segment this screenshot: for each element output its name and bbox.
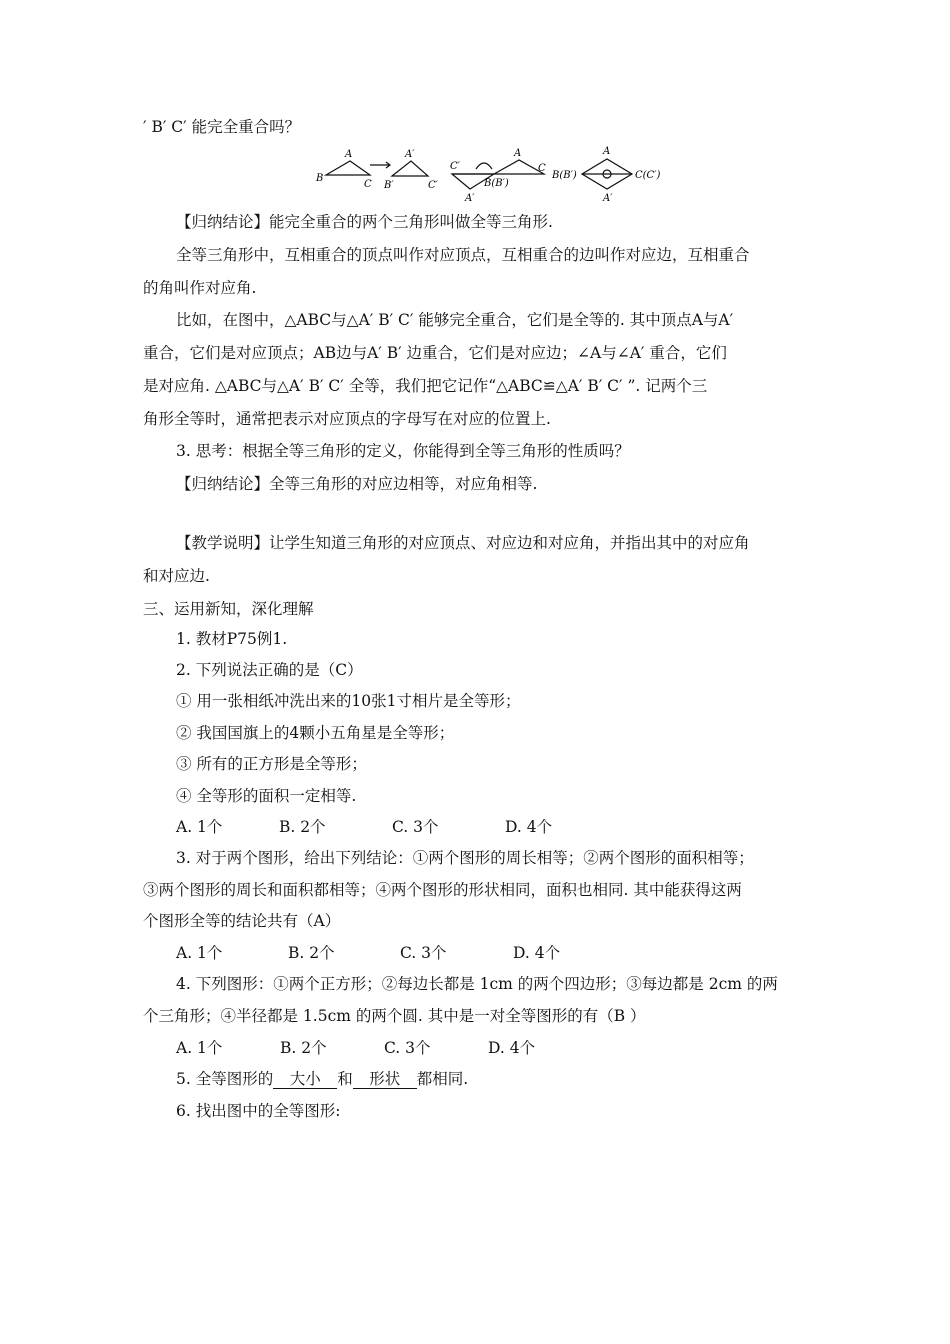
statement-line: ① 用一张相纸冲洗出来的10张1寸相片是全等形；: [176, 692, 521, 710]
question-line: 4. 下列图形：①两个正方形；②每边长都是 1cm 的两个四边形；③每边都是 2cm 的两: [176, 975, 778, 993]
label-a5: A′: [603, 193, 613, 204]
conclusion-line: 【归纳结论】全等三角形的对应边相等，对应角相等.: [176, 475, 538, 493]
label-c3: C: [538, 163, 546, 174]
question-line: 6. 找出图中的全等图形:: [176, 1102, 341, 1120]
question-line: 3. 思考：根据全等三角形的定义，你能得到全等三角形的性质吗？: [176, 442, 630, 460]
label-c: C: [364, 179, 372, 190]
label-a3: A′: [465, 193, 475, 204]
option: B. 2个: [288, 944, 335, 962]
options-row-q2: [176, 817, 552, 837]
text-line: 个图形全等的结论共有（A）: [143, 912, 341, 930]
option: B. 2个: [279, 818, 326, 836]
text-line: 比如，在图中，△ABC与△A′ B′ C′ 能够完全重合，它们是全等的. 其中顶点A与A′: [176, 311, 734, 329]
answer-blank: 形状: [353, 1070, 417, 1089]
question-prefix: 5. 全等图形的: [176, 1070, 274, 1088]
option: C. 3个: [400, 944, 447, 962]
label-c4: C(C′): [635, 170, 661, 181]
statement-line: ④ 全等形的面积一定相等.: [176, 787, 357, 805]
text-line: 个三角形；④半径都是 1.5cm 的两个圆. 其中是一对全等图形的有（B ）: [143, 1007, 646, 1025]
text-line: 全等三角形中，互相重合的顶点叫作对应顶点，互相重合的边叫作对应边，互相重合: [176, 246, 750, 264]
answer-blank: 大小: [273, 1070, 337, 1089]
label-b1: B′: [384, 180, 394, 191]
section-heading: 三、运用新知，深化理解: [143, 600, 314, 618]
label-a: A: [345, 149, 353, 160]
triangle-overlap-figure: [312, 143, 682, 205]
option: D. 4个: [513, 944, 561, 962]
question-line: 3. 对于两个图形，给出下列结论：①两个图形的周长相等；②两个图形的面积相等；: [176, 849, 754, 867]
teaching-note-line: 【教学说明】让学生知道三角形的对应顶点、对应边和对应角，并指出其中的对应角: [176, 534, 750, 552]
fill-in-question: [176, 1069, 468, 1089]
question-suffix: 都相同.: [416, 1070, 469, 1088]
label-a1: A′: [405, 149, 415, 160]
option: A. 1个: [176, 944, 223, 962]
option: D. 4个: [505, 818, 553, 836]
label-c1: C′: [428, 180, 438, 191]
question-line: 2. 下列说法正确的是（C）: [176, 661, 363, 679]
options-row-q4: [176, 1038, 535, 1058]
option: C. 3个: [384, 1039, 431, 1057]
label-c2: C′: [450, 161, 460, 172]
label-a2: A: [514, 148, 522, 159]
question-mid: 和: [337, 1070, 353, 1088]
label-b: B: [316, 173, 324, 184]
option: A. 1个: [176, 1039, 223, 1057]
statement-line: ③ 所有的正方形是全等形；: [176, 755, 367, 773]
option: B. 2个: [280, 1039, 327, 1057]
label-a4: A: [603, 146, 611, 157]
text-line: ′ B′ C′ 能完全重合吗？: [143, 118, 301, 136]
text-line: 角形全等时，通常把表示对应顶点的字母写在对应的位置上.: [143, 410, 551, 428]
option: C. 3个: [392, 818, 439, 836]
option: D. 4个: [488, 1039, 536, 1057]
statement-line: ② 我国国旗上的4颗小五角星是全等形；: [176, 724, 455, 742]
text-line: 重合，它们是对应顶点；AB边与A′ B′ 边重合，它们是对应边；∠A与∠A′ 重合，它们: [143, 344, 727, 362]
text-line: 的角叫作对应角.: [143, 279, 257, 297]
question-line: 1. 教材P75例1.: [176, 630, 288, 648]
options-row-q3: [176, 943, 560, 963]
text-line: ③两个图形的周长和面积都相等；④两个图形的形状相同，面积也相同. 其中能获得这两: [143, 881, 742, 899]
label-b3: B(B′): [484, 178, 509, 189]
label-b4: B(B′): [552, 170, 577, 181]
conclusion-line: 【归纳结论】能完全重合的两个三角形叫做全等三角形.: [176, 213, 553, 231]
option: A. 1个: [176, 818, 223, 836]
text-line: 是对应角. △ABC与△A′ B′ C′ 全等，我们把它记作“△ABC≌△A′ B′ C′ ”. 记两个三: [143, 377, 708, 395]
text-line: 和对应边.: [143, 567, 210, 585]
